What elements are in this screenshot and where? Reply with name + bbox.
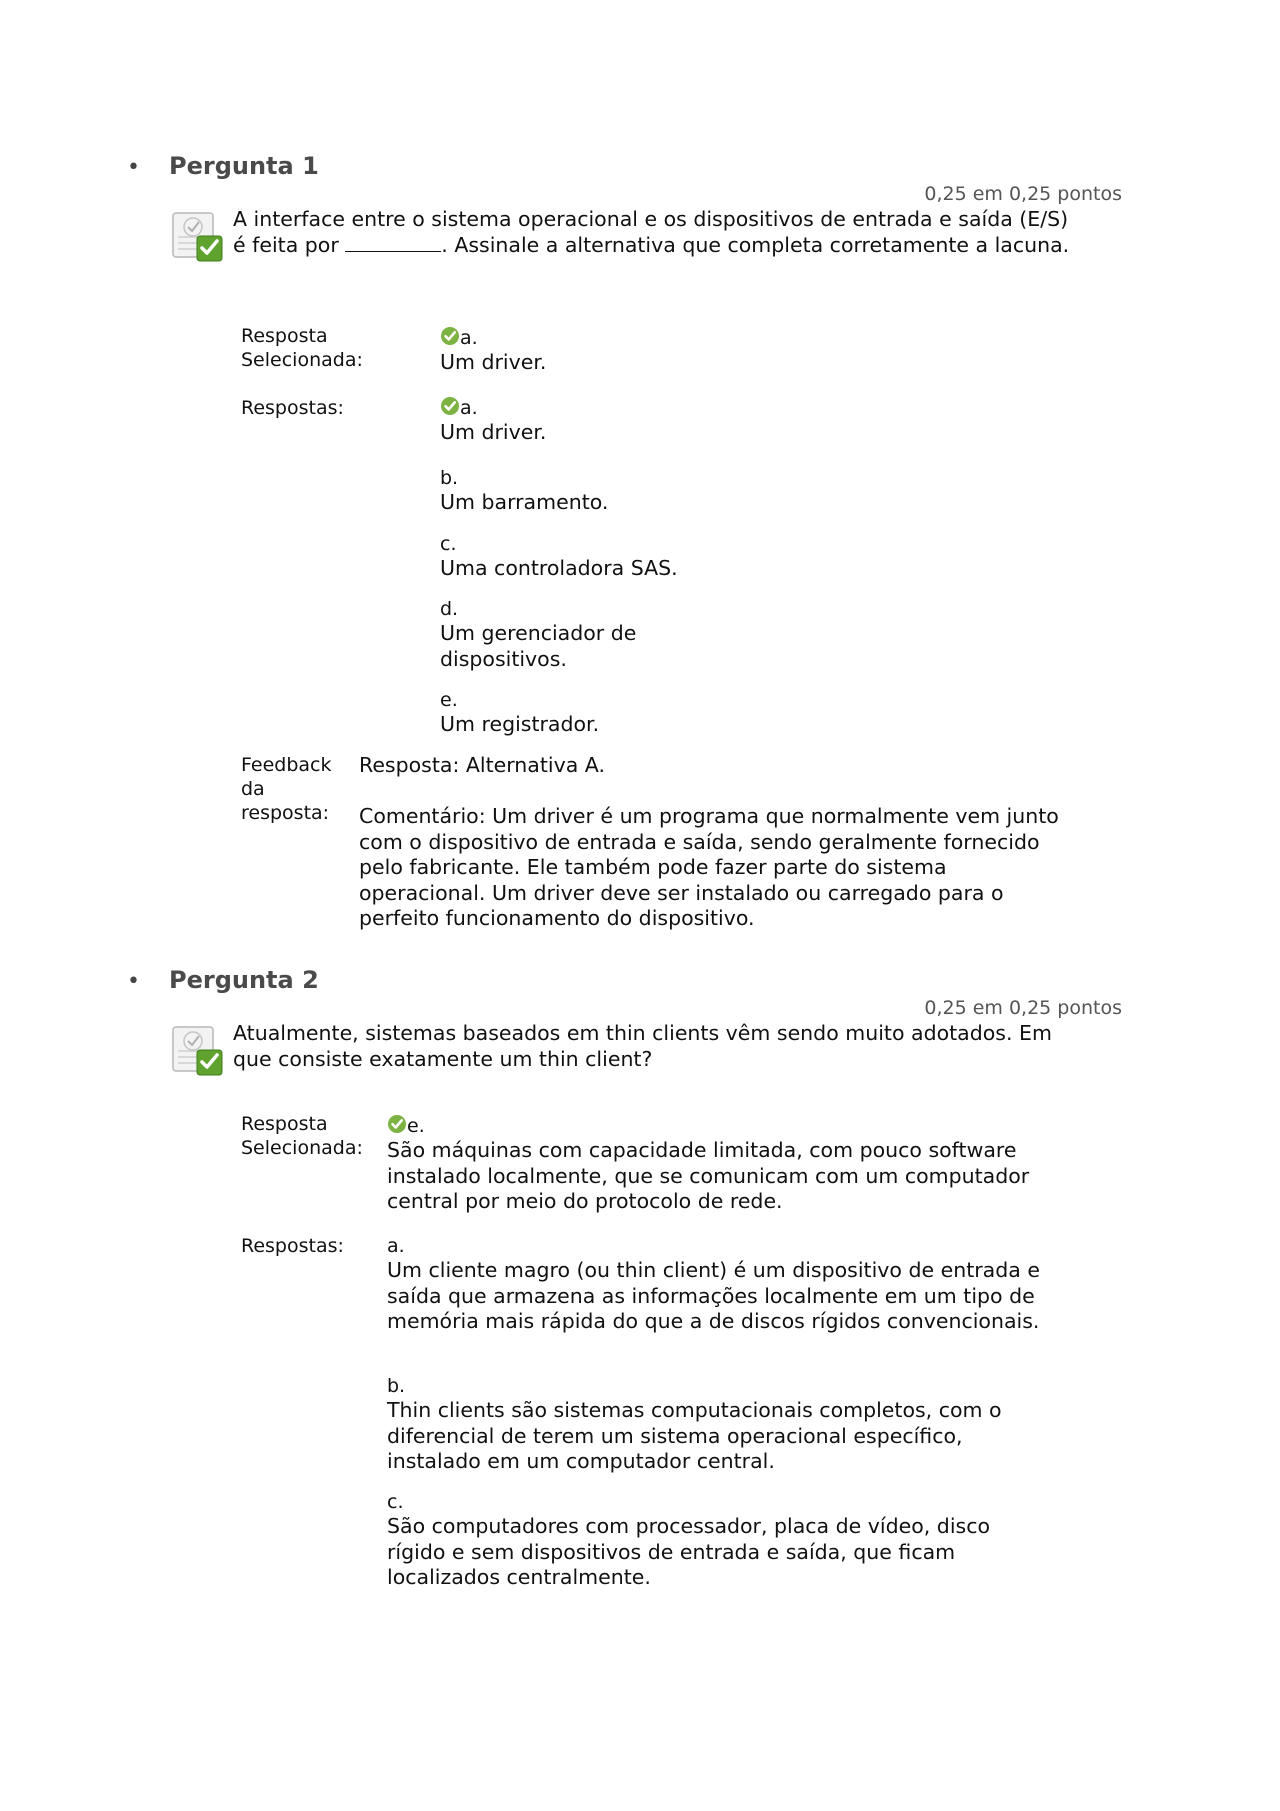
question-text: A interface entre o sistema operacional e os dispositivos de entrada e saída (E/S) é feita por . Assinale a alternativa que completa corretamente a lacuna. bbox=[233, 207, 1070, 257]
selected-answer: a. Um driver. bbox=[440, 327, 547, 374]
answer-option-e: e. Um registrador. bbox=[440, 689, 600, 736]
answered-correct-icon bbox=[170, 207, 226, 263]
bullet: • bbox=[127, 969, 140, 994]
selected-answer-label: Resposta Selecionada: bbox=[241, 325, 363, 371]
feedback-comment: Comentário: Um driver é um programa que normalmente vem junto com o dispositivo de entrada e saída, sendo geralmente fornecido pelo fabricante. Ele também pode fazer parte do sistema operacional. Um driver deve ser instalado ou carregado para o perfeito funcionamento do dispositivo. bbox=[359, 804, 1059, 930]
question-points: 0,25 em 0,25 pontos bbox=[924, 183, 1122, 205]
answer-option-b: b. Um barramento. bbox=[440, 467, 609, 514]
question-title: Pergunta 1 bbox=[169, 152, 319, 180]
answer-option-c: c. São computadores com processador, placa de vídeo, disco rígido e sem dispositivos de entrada e saída, que ficam localizados centralmente. bbox=[387, 1491, 991, 1589]
question-text: Atualmente, sistemas baseados em thin clients vêm sendo muito adotados. Em que consiste exatamente um thin client? bbox=[233, 1021, 1052, 1071]
answers-label: Respostas: bbox=[241, 1235, 344, 1257]
feedback-answer: Resposta: Alternativa A. bbox=[359, 753, 605, 777]
answer-option-b: b. Thin clients são sistemas computacionais completos, com o diferencial de terem um sistema operacional específico, instalado em um computador central. bbox=[387, 1375, 1002, 1473]
answer-option-c: c. Uma controladora SAS. bbox=[440, 533, 678, 580]
bullet: • bbox=[127, 155, 140, 180]
answer-option-a: a. Um cliente magro (ou thin client) é um dispositivo de entrada e saída que armazena as informações localmente em um tipo de memória mais rápida do que a de discos rígidos convencionais. bbox=[387, 1235, 1040, 1333]
correct-check-icon bbox=[440, 326, 460, 346]
answered-correct-icon bbox=[170, 1021, 226, 1077]
selected-answer-label: Resposta Selecionada: bbox=[241, 1113, 363, 1159]
answer-option-d: d. Um gerenciador de dispositivos. bbox=[440, 598, 637, 671]
feedback-label: Feedback da resposta: bbox=[241, 754, 332, 824]
question-points: 0,25 em 0,25 pontos bbox=[924, 997, 1122, 1019]
answers-label: Respostas: bbox=[241, 397, 344, 419]
correct-check-icon bbox=[440, 396, 460, 416]
question-title: Pergunta 2 bbox=[169, 966, 319, 994]
selected-answer: e. São máquinas com capacidade limitada, com pouco software instalado localmente, que se comunicam com um computador central por meio do protocolo de rede. bbox=[387, 1115, 1030, 1213]
correct-check-icon bbox=[387, 1114, 407, 1134]
fill-in-blank bbox=[345, 235, 441, 252]
answer-option-a: a. Um driver. bbox=[440, 397, 547, 444]
